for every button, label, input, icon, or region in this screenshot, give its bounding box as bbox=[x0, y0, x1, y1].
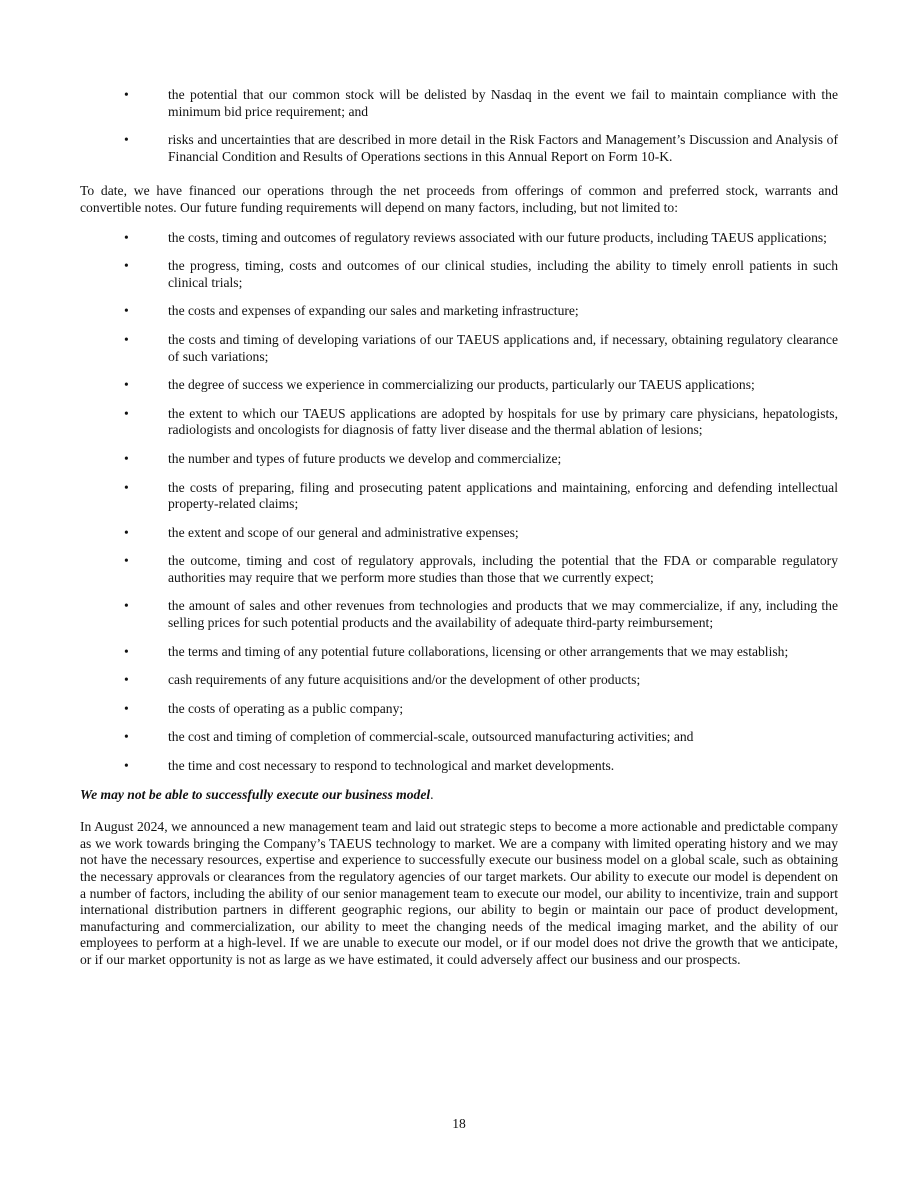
list-item bbox=[80, 303, 838, 320]
bullet-icon: • bbox=[124, 405, 129, 421]
list-item bbox=[80, 644, 838, 661]
funding-factors-list bbox=[80, 230, 838, 775]
list-item bbox=[80, 729, 838, 746]
list-item bbox=[80, 377, 838, 394]
list-item bbox=[80, 332, 838, 365]
section-heading bbox=[80, 787, 838, 804]
business-model-paragraph: In August 2024, we announced a new management team and laid out strategic steps to become a more actionable and predictable company as we work towards bringing the Company’s TAEUS technology to market. We are a company with limited operating history and we may not have the necessary resources, expertise and experience to successfully execute our business model on a global scale, such as obtaining the necessary approvals or clearances from the regulatory agencies of our target markets. Our ability to execute our model is dependent on a number of factors, including the ability of our senior management team to execute our model, our ability to incentivize, train and support international distribution partners in different geographic regions, our ability to begin or maintain our pace of product development, manufacturing and commercialization, our ability to meet the changing needs of the medical imaging market, and the ability of our employees to perform at a high-level. If we are unable to execute our model, or if our model does not drive the growth that we anticipate, or if our market opportunity is not as large as we have estimated, it could adversely affect our business and our prospects. bbox=[80, 819, 838, 967]
list-item-text: the number and types of future products we develop and commercialize; bbox=[168, 450, 562, 466]
bullet-icon: • bbox=[124, 132, 129, 148]
funding-intro-paragraph: To date, we have financed our operations through the net proceeds from offerings of common and preferred stock, warrants and convertible notes. Our future funding requirements will depend on many factors, including, but not limited to: bbox=[80, 183, 838, 215]
list-item-text: risks and uncertainties that are described in more detail in the Risk Factors and Management’s Discussion and Analysis of Financial Condition and Results of Operations sections in this Annual Report on Form 10-K. bbox=[168, 132, 838, 164]
list-item bbox=[80, 598, 838, 631]
bullet-icon: • bbox=[124, 229, 129, 245]
list-item-text: the outcome, timing and cost of regulatory approvals, including the potential that the FDA or comparable regulatory authorities may require that we perform more studies than those that we currently expect; bbox=[168, 553, 838, 585]
page-number: 18 bbox=[452, 1116, 466, 1131]
bullet-icon: • bbox=[124, 303, 129, 319]
bullet-icon: • bbox=[124, 450, 129, 466]
list-item bbox=[80, 406, 838, 439]
list-item bbox=[80, 87, 838, 120]
list-item-text: the progress, timing, costs and outcomes of our clinical studies, including the ability to timely enroll patients in such clinical trials; bbox=[168, 258, 838, 290]
bullet-icon: • bbox=[124, 87, 129, 102]
bullet-icon: • bbox=[124, 524, 129, 540]
bullet-icon: • bbox=[124, 479, 129, 495]
list-item-text: the extent to which our TAEUS applications are adopted by hospitals for use by primary care physicians, hepatologists, radiologists and oncologists for diagnosis of fatty liver disease and the thermal ablation of lesions; bbox=[168, 405, 838, 438]
list-item-text: the potential that our common stock will be delisted by Nasdaq in the event we fail to maintain compliance with the minimum bid price requirement; and bbox=[168, 87, 838, 119]
list-item bbox=[80, 553, 838, 586]
list-item-text: the costs and timing of developing variations of our TAEUS applications and, if necessary, obtaining regulatory clearance of such variations; bbox=[168, 331, 838, 364]
list-item bbox=[80, 480, 838, 513]
list-item-text: the amount of sales and other revenues from technologies and products that we may commercialize, if any, including the selling prices for such potential products and the availability of adequate third-party reimbursement; bbox=[168, 598, 838, 631]
list-item bbox=[80, 525, 838, 542]
list-item bbox=[80, 758, 838, 775]
bullet-icon: • bbox=[124, 672, 129, 688]
list-item bbox=[80, 672, 838, 689]
bullet-icon: • bbox=[124, 331, 129, 347]
section-heading-text: We may not be able to successfully execute our business model bbox=[80, 786, 431, 802]
bullet-icon: • bbox=[124, 377, 129, 393]
list-item bbox=[80, 230, 838, 247]
section-heading-period: . bbox=[430, 786, 434, 802]
bullet-icon: • bbox=[124, 598, 129, 614]
bullet-icon: • bbox=[124, 258, 129, 274]
list-item bbox=[80, 258, 838, 291]
bullet-icon: • bbox=[124, 643, 129, 659]
list-item bbox=[80, 132, 838, 165]
list-item-text: the degree of success we experience in commercializing our products, particularly our TAEUS applications; bbox=[168, 377, 755, 393]
list-item-text: the costs of operating as a public company; bbox=[168, 700, 404, 716]
risk-bullet-list bbox=[80, 87, 838, 165]
document-page bbox=[80, 87, 838, 981]
list-item-text: the costs of preparing, filing and prosecuting patent applications and maintaining, enforcing and defending intellectual property-related claims; bbox=[168, 479, 838, 512]
list-item-text: the costs, timing and outcomes of regulatory reviews associated with our future products, including TAEUS applications; bbox=[168, 229, 827, 245]
list-item-text: the extent and scope of our general and administrative expenses; bbox=[168, 524, 519, 540]
bullet-icon: • bbox=[124, 700, 129, 716]
bullet-icon: • bbox=[124, 758, 129, 774]
list-item-text: the costs and expenses of expanding our sales and marketing infrastructure; bbox=[168, 303, 579, 319]
list-item bbox=[80, 451, 838, 468]
bullet-icon: • bbox=[124, 553, 129, 569]
list-item-text: the terms and timing of any potential future collaborations, licensing or other arrangements that we may establish; bbox=[168, 643, 789, 659]
list-item-text: the time and cost necessary to respond to technological and market developments. bbox=[168, 758, 615, 774]
list-item-text: cash requirements of any future acquisitions and/or the development of other products; bbox=[168, 672, 641, 688]
list-item bbox=[80, 701, 838, 718]
bullet-icon: • bbox=[124, 729, 129, 745]
list-item-text: the cost and timing of completion of commercial-scale, outsourced manufacturing activities; and bbox=[168, 729, 694, 745]
